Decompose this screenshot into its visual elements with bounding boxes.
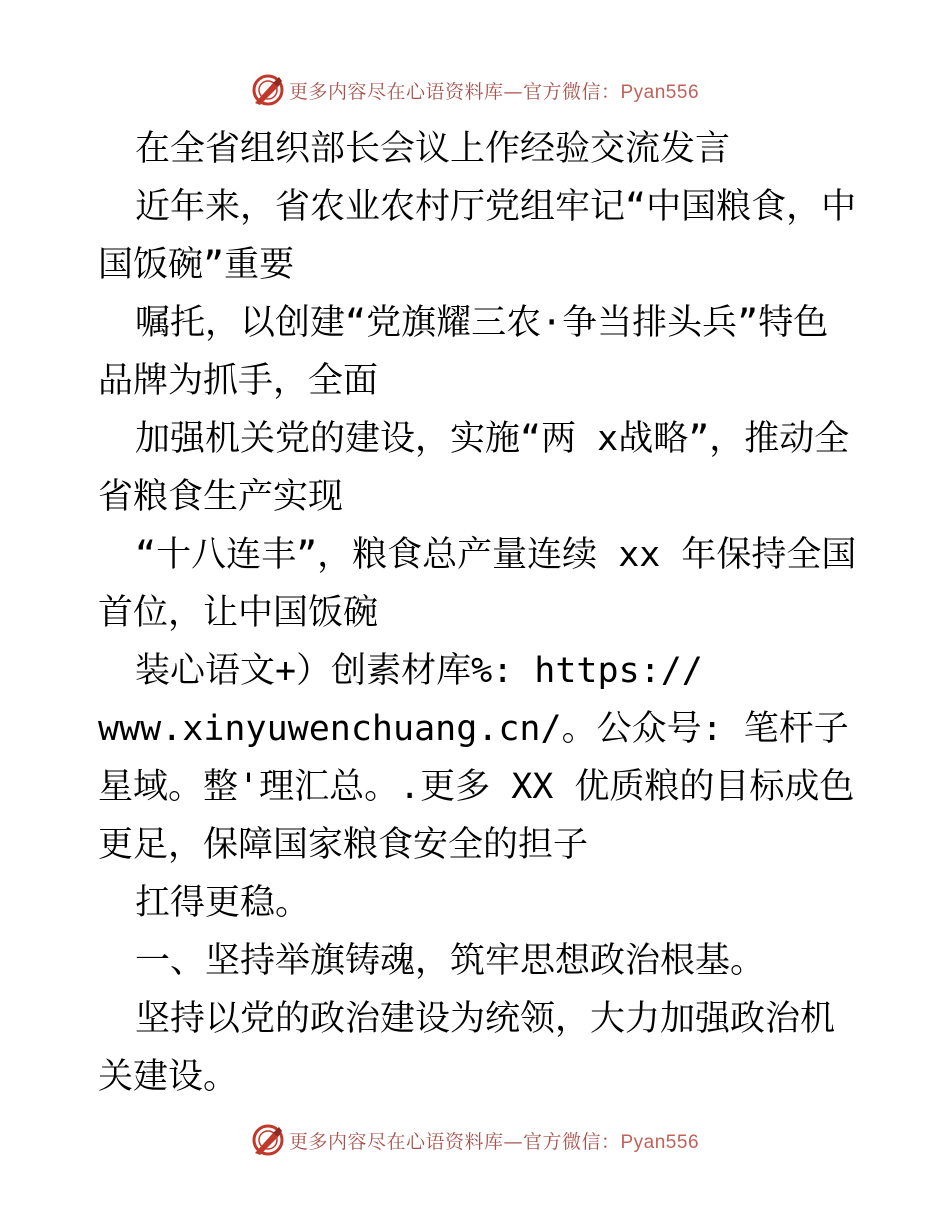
watermark-wechat-id: Pyan556 bbox=[620, 1131, 700, 1153]
watermark-footer bbox=[0, 1120, 950, 1160]
watermark-header bbox=[0, 70, 950, 110]
watermark-separator: — bbox=[503, 1130, 523, 1153]
watermark-official: 官方微信： bbox=[522, 1130, 621, 1153]
pen-logo-icon bbox=[251, 73, 285, 107]
paragraph: “十八连丰”，粮食总产量连续 xx 年保持全国首位，让中国饭碗 bbox=[98, 535, 857, 633]
paragraph: 扛得更稳。 bbox=[135, 883, 311, 923]
pen-logo-icon bbox=[251, 1123, 285, 1157]
paragraph: 近年来，省农业农村厅党组牢记“中国粮食，中国饭碗”重要 bbox=[98, 187, 857, 285]
document-body bbox=[98, 120, 858, 1106]
watermark-official: 官方微信： bbox=[522, 80, 621, 103]
paragraph: www.xinyuwenchuang.cn/。公众号: 笔杆子星域。整'理汇总。.更多 XX 优质粮的目标成色更足，保障国家粮食安全的担子 bbox=[98, 709, 855, 865]
watermark-brand: 更多内容尽在心语资料库 bbox=[288, 1130, 504, 1153]
paragraph: 加强机关党的建设，实施“两 x战略”，推动全省粮食生产实现 bbox=[98, 419, 850, 517]
paragraph: 坚持以党的政治建设为统领，大力加强政治机关建设。 bbox=[98, 999, 836, 1097]
section-heading: 一、坚持举旗铸魂，筑牢思想政治根基。 bbox=[135, 941, 766, 981]
watermark-wechat-id: Pyan556 bbox=[620, 81, 700, 103]
watermark-text bbox=[289, 1127, 699, 1154]
watermark-brand: 更多内容尽在心语资料库 bbox=[288, 80, 504, 103]
paragraph: 装心语文+）创素材库%: https:// bbox=[135, 651, 703, 691]
paragraph-title: 在全省组织部长会议上作经验交流发言 bbox=[135, 129, 731, 169]
watermark-separator: — bbox=[503, 80, 523, 103]
watermark-text bbox=[289, 77, 699, 104]
paragraph: 嘱托，以创建“党旗耀三农·争当排头兵”特色品牌为抓手，全面 bbox=[98, 303, 829, 401]
